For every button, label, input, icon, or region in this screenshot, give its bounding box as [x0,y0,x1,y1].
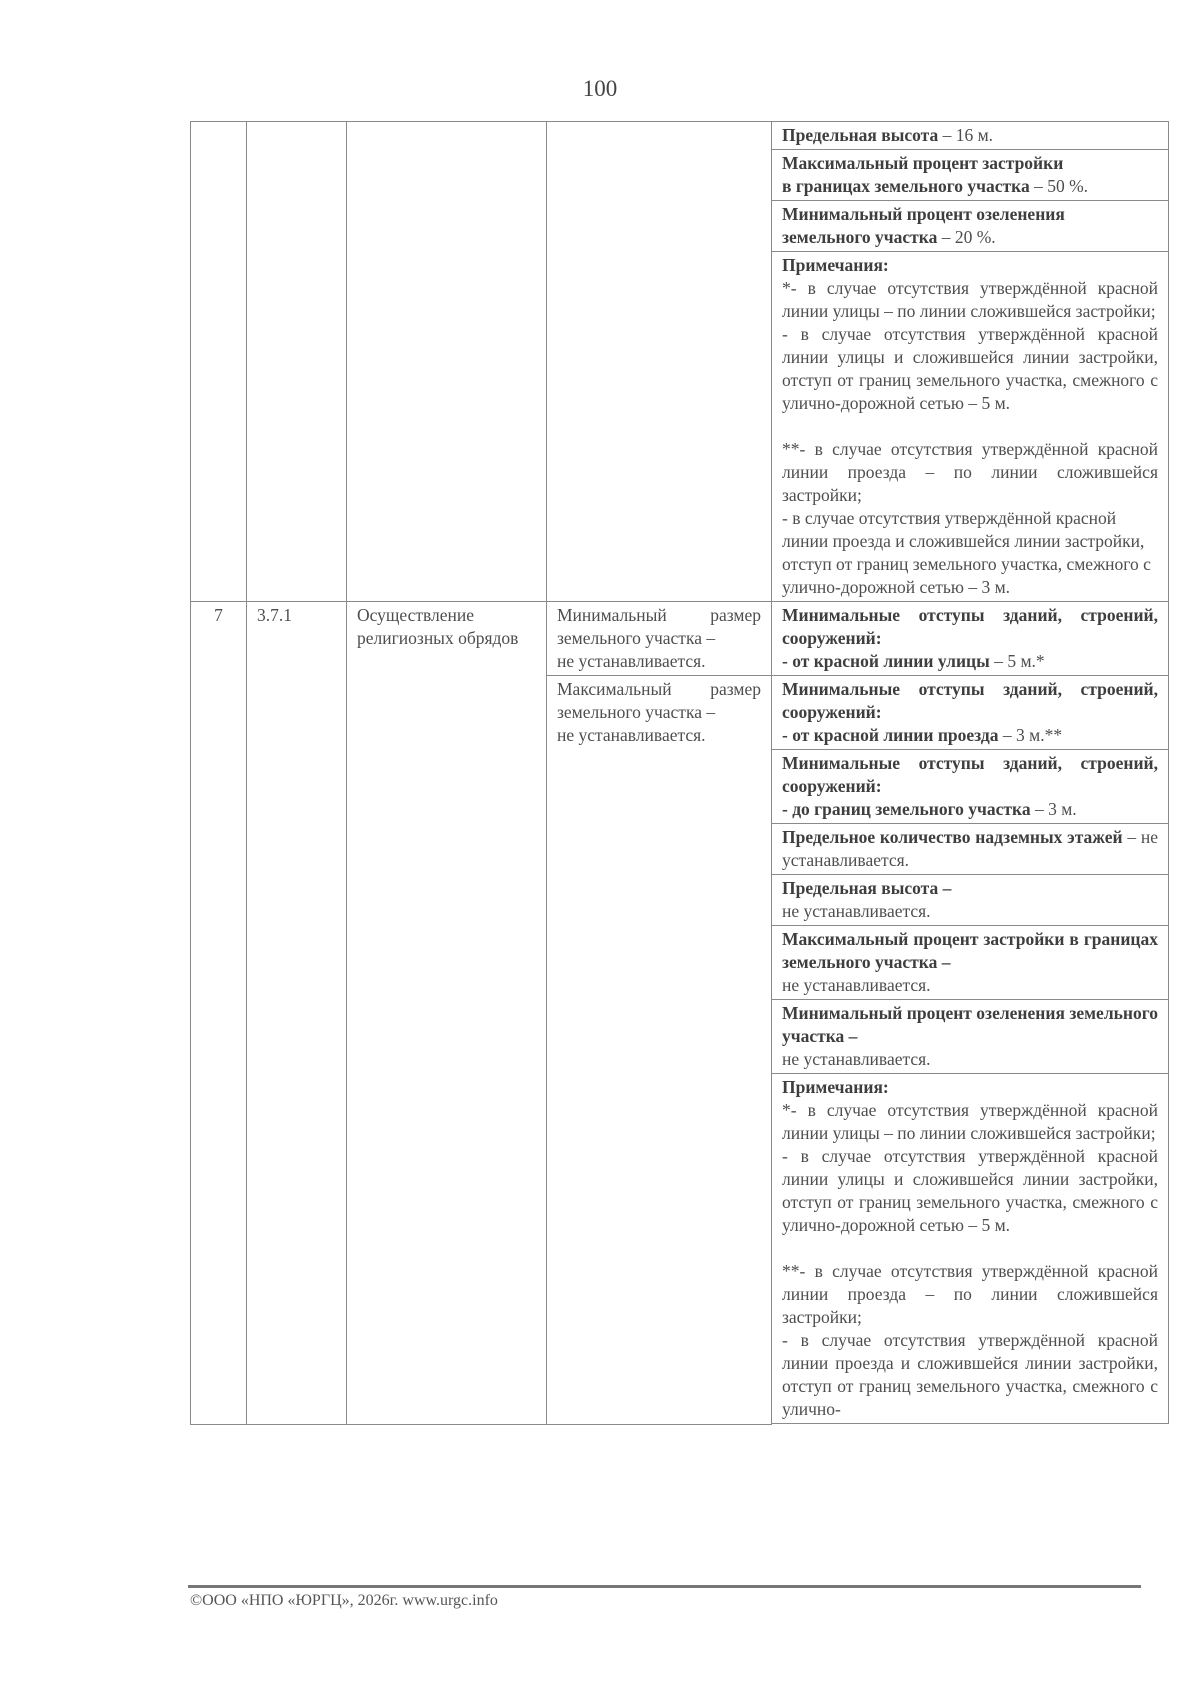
param-label: Минимальный процент озеленения [782,204,1065,224]
note-paragraph: - в случае отсутствия утверждённой красной линии проезда и сложившейся линии застройки, отступ от границ земельного участка, смежного с улично-дорожной сетью – 3 м. [782,508,1151,597]
empty-cell [247,122,347,602]
param-label: в границах земельного участка [782,176,1030,196]
note-paragraph: *- в случае отсутствия утверждённой красной линии улицы – по линии сложившейся застройки; [782,1100,1158,1143]
note-paragraph: **- в случае отсутствия утверждённой красной линии проезда – по линии сложившейся застройки; [782,439,1158,505]
param-label: Предельная высота – [782,878,952,898]
param-label: - от красной линии проезда [782,725,999,745]
table-row [191,122,1169,150]
param-label: Максимальный процент застройки [782,153,1064,173]
param-value: – не устанавливается. [782,827,1158,870]
param-cell [772,926,1169,1000]
footer-divider [188,1585,1141,1588]
param-cell [772,750,1169,824]
note-paragraph: **- в случае отсутствия утверждённой красной линии проезда – по линии сложившейся застройки; [782,1261,1158,1327]
size-value: не устанавливается. [557,725,706,745]
size-cell [547,676,772,1425]
regulations-table [190,121,1169,1425]
notes-title: Примечания: [782,1077,889,1097]
param-label: земельного участка [782,227,938,247]
param-label: - до границ земельного участка [782,799,1031,819]
note-paragraph: - в случае отсутствия утверждённой красной линии проезда и сложившейся линии застройки, отступ от границ земельного участка, смежного с улично- [782,1330,1158,1419]
notes-cell [772,1074,1169,1424]
row-use-name: Осуществление религиозных обрядов [347,602,547,1425]
size-value: не устанавливается. [557,651,706,671]
param-value: – 16 м. [938,125,994,145]
param-value: не устанавливается. [782,901,931,921]
param-value: – 3 м.** [998,725,1063,745]
notes-title: Примечания: [782,255,889,275]
param-value: не устанавливается. [782,975,931,995]
param-cell [772,150,1169,201]
param-label: Максимальный процент застройки в границах земельного участка – [782,929,1158,972]
param-label: Предельная высота [782,125,939,145]
param-label: Минимальные отступы зданий, строений, сооружений: [782,753,1158,796]
param-cell [772,824,1169,875]
row-code: 3.7.1 [247,602,347,1425]
row-number: 7 [191,602,247,1425]
param-value: – 50 %. [1029,176,1089,196]
note-paragraph: - в случае отсутствия утверждённой красной линии улицы и сложившейся линии застройки, отступ от границ земельного участка, смежного с улично-дорожной сетью – 5 м. [782,1146,1158,1235]
param-value: – 3 м. [1030,799,1077,819]
note-paragraph: - в случае отсутствия утверждённой красной линии улицы и сложившейся линии застройки, отступ от границ земельного участка, смежного с улично-дорожной сетью – 5 м. [782,324,1158,413]
param-cell [772,201,1169,252]
param-label: Минимальные отступы зданий, строений, сооружений: [782,679,1158,722]
empty-cell [547,122,772,602]
empty-cell [191,122,247,602]
param-cell [772,602,1169,676]
empty-cell [347,122,547,602]
footer-copyright: ©ООО «НПО «ЮРГЦ», 2026г. www.urgc.info [190,1592,498,1609]
param-value: – 5 м.* [989,651,1045,671]
notes-cell [772,252,1169,602]
param-label: - от красной линии улицы [782,651,990,671]
param-value: – 20 %. [937,227,996,247]
param-cell [772,875,1169,926]
size-cell [547,602,772,676]
size-label: Максимальный размер земельного участка – [557,679,761,722]
param-cell [772,676,1169,750]
param-cell [772,1000,1169,1074]
size-label: Минимальный размер земельного участка – [557,605,761,648]
param-value: не устанавливается. [782,1049,931,1069]
param-label: Минимальный процент озеленения земельного участка – [782,1003,1158,1046]
param-label: Предельное количество надземных этажей [782,827,1123,847]
page-number: 100 [582,76,618,101]
param-cell [772,122,1169,150]
param-label: Минимальные отступы зданий, строений, сооружений: [782,605,1158,648]
note-paragraph: *- в случае отсутствия утверждённой красной линии улицы – по линии сложившейся застройки; [782,278,1158,321]
table-row [191,602,1169,676]
